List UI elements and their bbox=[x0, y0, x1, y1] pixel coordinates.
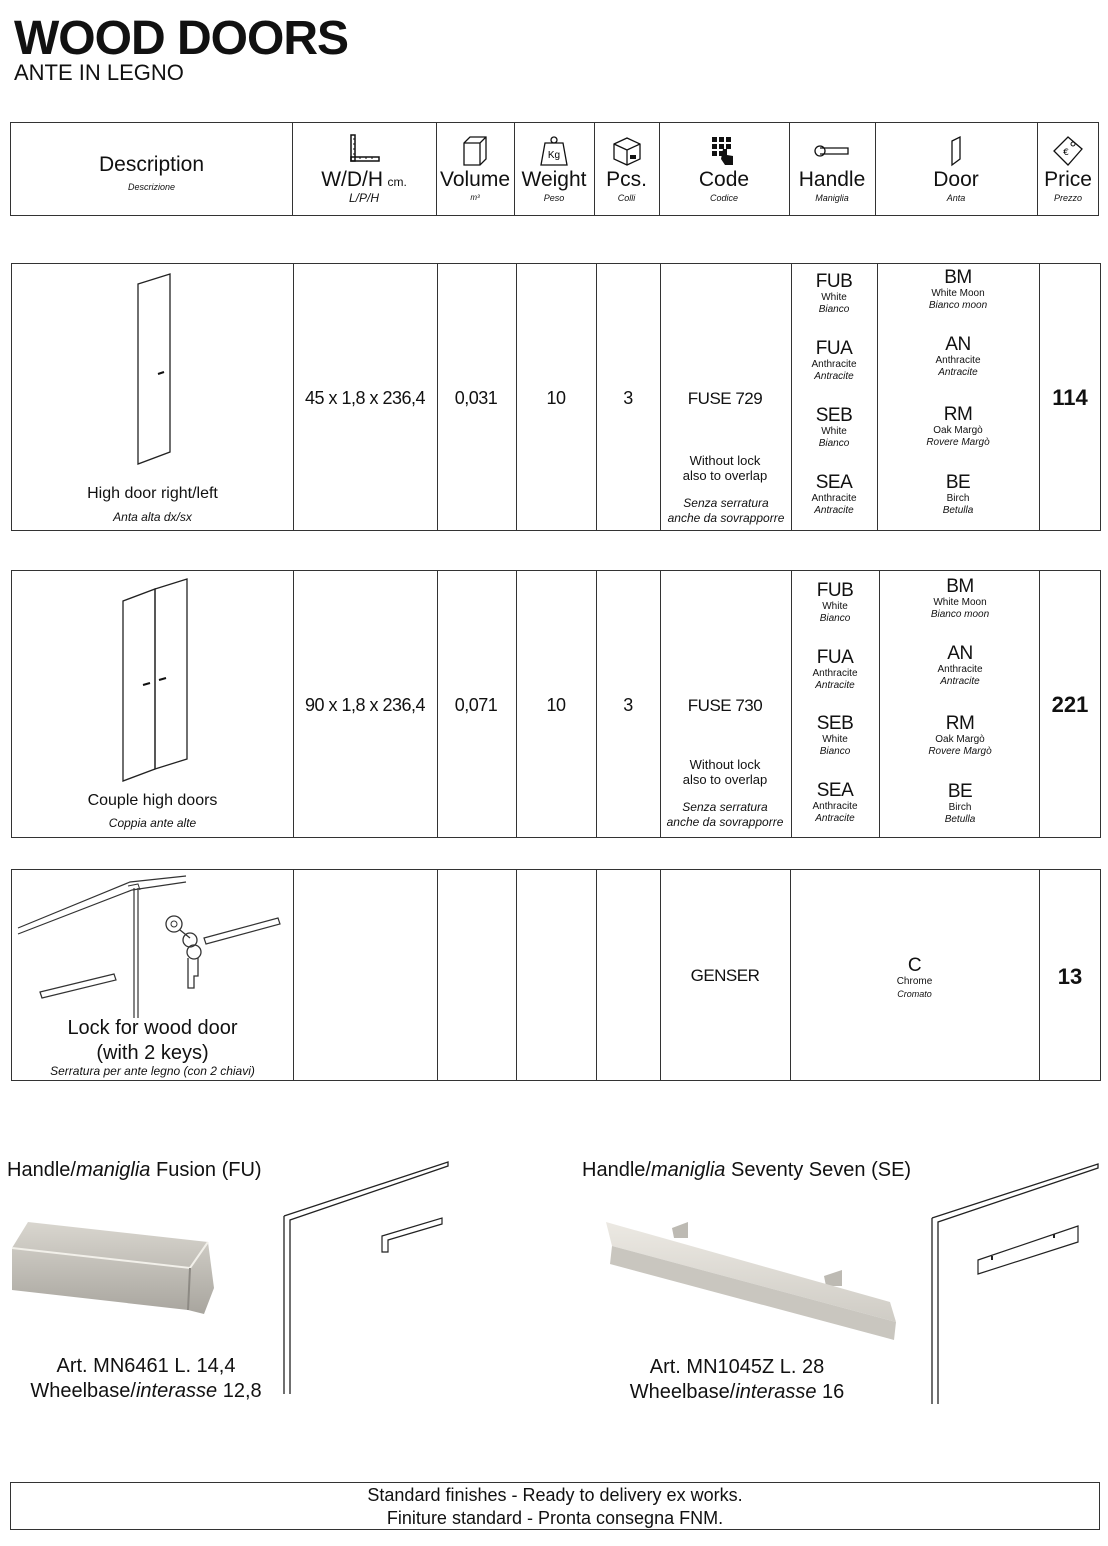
footer-line-it: Finiture standard - Pronta consegna FNM. bbox=[386, 1508, 724, 1528]
fusion-door-drawing bbox=[282, 1160, 452, 1396]
handle-finish-name: Anthracite bbox=[811, 359, 857, 370]
seventy-seven-handle-image bbox=[596, 1214, 918, 1348]
lock-price: 13 bbox=[1057, 964, 1083, 989]
fusion-wheelbase: Wheelbase/interasse 12,8 bbox=[30, 1380, 262, 1402]
handle-finish-name: Anthracite bbox=[811, 493, 857, 504]
finish-item bbox=[791, 473, 877, 517]
seventy-seven-wheelbase: Wheelbase/interasse 16 bbox=[629, 1381, 845, 1403]
product-note-it: Senza serratura bbox=[682, 800, 768, 814]
door-finish-code: BM bbox=[944, 267, 972, 288]
seventy-seven-article: Art. MN1045Z L. 28 bbox=[649, 1356, 825, 1378]
cube-icon bbox=[460, 135, 490, 167]
header-volume: Volume bbox=[439, 168, 511, 191]
lock-finish-name: Chrome bbox=[896, 976, 933, 987]
door-finish-code: BM bbox=[946, 576, 974, 597]
door-finish-name: White Moon bbox=[933, 597, 987, 608]
door-icon bbox=[946, 135, 966, 167]
header-wdh-unit: cm. bbox=[387, 175, 407, 189]
product-dims: 45 x 1,8 x 236,4 bbox=[304, 388, 426, 408]
lock-row bbox=[11, 869, 1101, 1081]
lock-code: GENSER bbox=[690, 966, 760, 985]
product-desc-it: Coppia ante alte bbox=[108, 816, 197, 830]
header-door: Door bbox=[933, 168, 979, 191]
handle-finish-name-it: Bianco bbox=[818, 438, 850, 449]
door-finish-name: Anthracite bbox=[935, 355, 981, 366]
door-finish-name-it: Bianco moon bbox=[928, 300, 988, 311]
door-finish-name-it: Antracite bbox=[938, 367, 978, 378]
handle-finish-name-it: Antracite bbox=[814, 371, 854, 382]
door-finish-name: Birch bbox=[948, 802, 972, 813]
door-finish-name: Birch bbox=[946, 493, 970, 504]
product-code: FUSE 730 bbox=[687, 696, 763, 715]
door-finish-code: AN bbox=[945, 334, 971, 355]
door-finish-code: AN bbox=[947, 643, 973, 664]
header-price: Price bbox=[1044, 168, 1092, 191]
door-finish-name-it: Antracite bbox=[940, 676, 980, 687]
door-handle-icon bbox=[812, 135, 852, 167]
door-finish-name: Oak Margò bbox=[935, 734, 985, 745]
product-price: 221 bbox=[1051, 692, 1089, 717]
handle-finish-code: FUB bbox=[816, 580, 854, 601]
handle-finish-code: SEA bbox=[816, 780, 854, 801]
header-wdh: W/D/H bbox=[321, 168, 384, 191]
lock-finish-name-it: Cromato bbox=[897, 989, 932, 999]
handle-finish-code: FUB bbox=[815, 271, 853, 292]
door-finish-name: White Moon bbox=[931, 288, 985, 299]
door-finish-code: RM bbox=[945, 713, 975, 734]
product-note-it: anche da sovrapporre bbox=[667, 511, 785, 525]
header-code: Code bbox=[698, 168, 750, 191]
header-handle: Handle bbox=[798, 168, 866, 191]
header-description-sub: Descrizione bbox=[127, 182, 176, 192]
product-note: Without lock bbox=[689, 757, 761, 772]
handle-finish-name: White bbox=[821, 426, 847, 437]
footer-line-en: Standard finishes - Ready to delivery ex works. bbox=[367, 1485, 743, 1505]
lock-desc-it: Serratura per ante legno (con 2 chiavi) bbox=[50, 1064, 255, 1078]
handle-finish-name-it: Bianco bbox=[818, 304, 850, 315]
door-finish-name: Oak Margò bbox=[933, 425, 983, 436]
handle-finish-code: SEB bbox=[815, 405, 853, 426]
fusion-article: Art. MN6461 L. 14,4 bbox=[56, 1355, 236, 1377]
door-finish-name: Anthracite bbox=[937, 664, 983, 675]
product-note: Without lock bbox=[689, 453, 761, 468]
product-note-it: anche da sovrapporre bbox=[666, 815, 784, 829]
product-row-1 bbox=[11, 263, 1101, 531]
product-weight: 10 bbox=[546, 695, 566, 715]
product-desc-it: Anta alta dx/sx bbox=[113, 510, 192, 524]
lock-finish-code: C bbox=[907, 955, 922, 976]
header-code-sub: Codice bbox=[709, 193, 738, 203]
header-volume-sub: m³ bbox=[470, 193, 480, 202]
lock-desc: Lock for wood door bbox=[67, 1017, 238, 1039]
page-subtitle: ANTE IN LEGNO bbox=[14, 60, 184, 85]
door-finish-name-it: Rovere Margò bbox=[926, 437, 990, 448]
door-finish-name-it: Betulla bbox=[942, 505, 974, 516]
handle-finish-code: SEB bbox=[816, 713, 854, 734]
header-row bbox=[10, 122, 1099, 216]
handle-finish-code: FUA bbox=[815, 338, 853, 359]
product-pcs: 3 bbox=[623, 695, 633, 715]
door-finish-code: BE bbox=[945, 472, 971, 493]
header-wdh-sub: L/P/H bbox=[348, 191, 379, 205]
weight-icon bbox=[539, 135, 569, 167]
handle-finish-name-it: Antracite bbox=[815, 813, 855, 824]
fusion-handle-image bbox=[8, 1218, 220, 1338]
product-desc: High door right/left bbox=[87, 485, 218, 502]
product-desc: Couple high doors bbox=[87, 792, 218, 809]
weight-icon-text: Kg bbox=[547, 150, 561, 161]
handle-finish-name: White bbox=[822, 734, 848, 745]
handle-finish-name-it: Antracite bbox=[815, 680, 855, 691]
header-weight-sub: Peso bbox=[543, 193, 565, 203]
product-price: 114 bbox=[1052, 385, 1088, 410]
header-description: Description bbox=[98, 153, 205, 176]
product-volume: 0,031 bbox=[454, 388, 498, 408]
header-door-sub: Anta bbox=[946, 193, 966, 203]
door-finish-code: BE bbox=[947, 781, 973, 802]
finish-item bbox=[791, 339, 877, 383]
couple-doors-drawing bbox=[120, 577, 190, 783]
product-note-it: Senza serratura bbox=[683, 496, 769, 510]
keypad-icon bbox=[709, 135, 739, 167]
handle-finish-code: FUA bbox=[816, 647, 854, 668]
handle-finish-name-it: Bianco bbox=[819, 746, 851, 757]
product-volume: 0,071 bbox=[454, 695, 498, 715]
handle-finish-code: SEA bbox=[815, 472, 853, 493]
svg-text:€: € bbox=[1063, 148, 1069, 158]
product-row-2 bbox=[11, 570, 1101, 838]
lock-drawing bbox=[14, 872, 290, 1022]
page-title: WOOD DOORS bbox=[14, 12, 348, 65]
handle-finish-name-it: Antracite bbox=[814, 505, 854, 516]
handle-finish-name-it: Bianco bbox=[819, 613, 851, 624]
ruler-icon bbox=[346, 133, 382, 165]
high-door-drawing bbox=[130, 272, 174, 468]
footer-box bbox=[10, 1482, 1100, 1530]
handle-fusion-title: Handle/maniglia Fusion (FU) bbox=[7, 1159, 262, 1181]
handle-finish-name: Anthracite bbox=[812, 668, 858, 679]
product-note: also to overlap bbox=[682, 468, 768, 483]
lock-desc: (with 2 keys) bbox=[96, 1042, 209, 1064]
product-pcs: 3 bbox=[623, 388, 633, 408]
finish-item bbox=[791, 272, 877, 316]
finish-item bbox=[791, 406, 877, 450]
header-pcs-sub: Colli bbox=[617, 193, 636, 203]
door-finish-name-it: Bianco moon bbox=[930, 609, 990, 620]
product-weight: 10 bbox=[546, 388, 566, 408]
header-weight: Weight bbox=[521, 168, 587, 191]
product-dims: 90 x 1,8 x 236,4 bbox=[304, 695, 426, 715]
door-finish-name-it: Rovere Margò bbox=[928, 746, 992, 757]
product-code: FUSE 729 bbox=[687, 389, 763, 408]
door-finish-code: RM bbox=[943, 404, 973, 425]
door-finish-name-it: Betulla bbox=[944, 814, 976, 825]
handle-finish-name: Anthracite bbox=[812, 801, 858, 812]
package-icon bbox=[611, 135, 643, 167]
handle-seventy-seven-title: Handle/maniglia Seventy Seven (SE) bbox=[582, 1159, 912, 1181]
price-tag-icon bbox=[1052, 135, 1084, 167]
seventy-seven-door-drawing bbox=[930, 1160, 1102, 1406]
header-handle-sub: Maniglia bbox=[815, 193, 849, 203]
header-price-sub: Prezzo bbox=[1053, 193, 1082, 203]
header-pcs: Pcs. bbox=[606, 168, 647, 191]
handle-finish-name: White bbox=[822, 601, 848, 612]
handle-finish-name: White bbox=[821, 292, 847, 303]
product-note: also to overlap bbox=[682, 772, 768, 787]
